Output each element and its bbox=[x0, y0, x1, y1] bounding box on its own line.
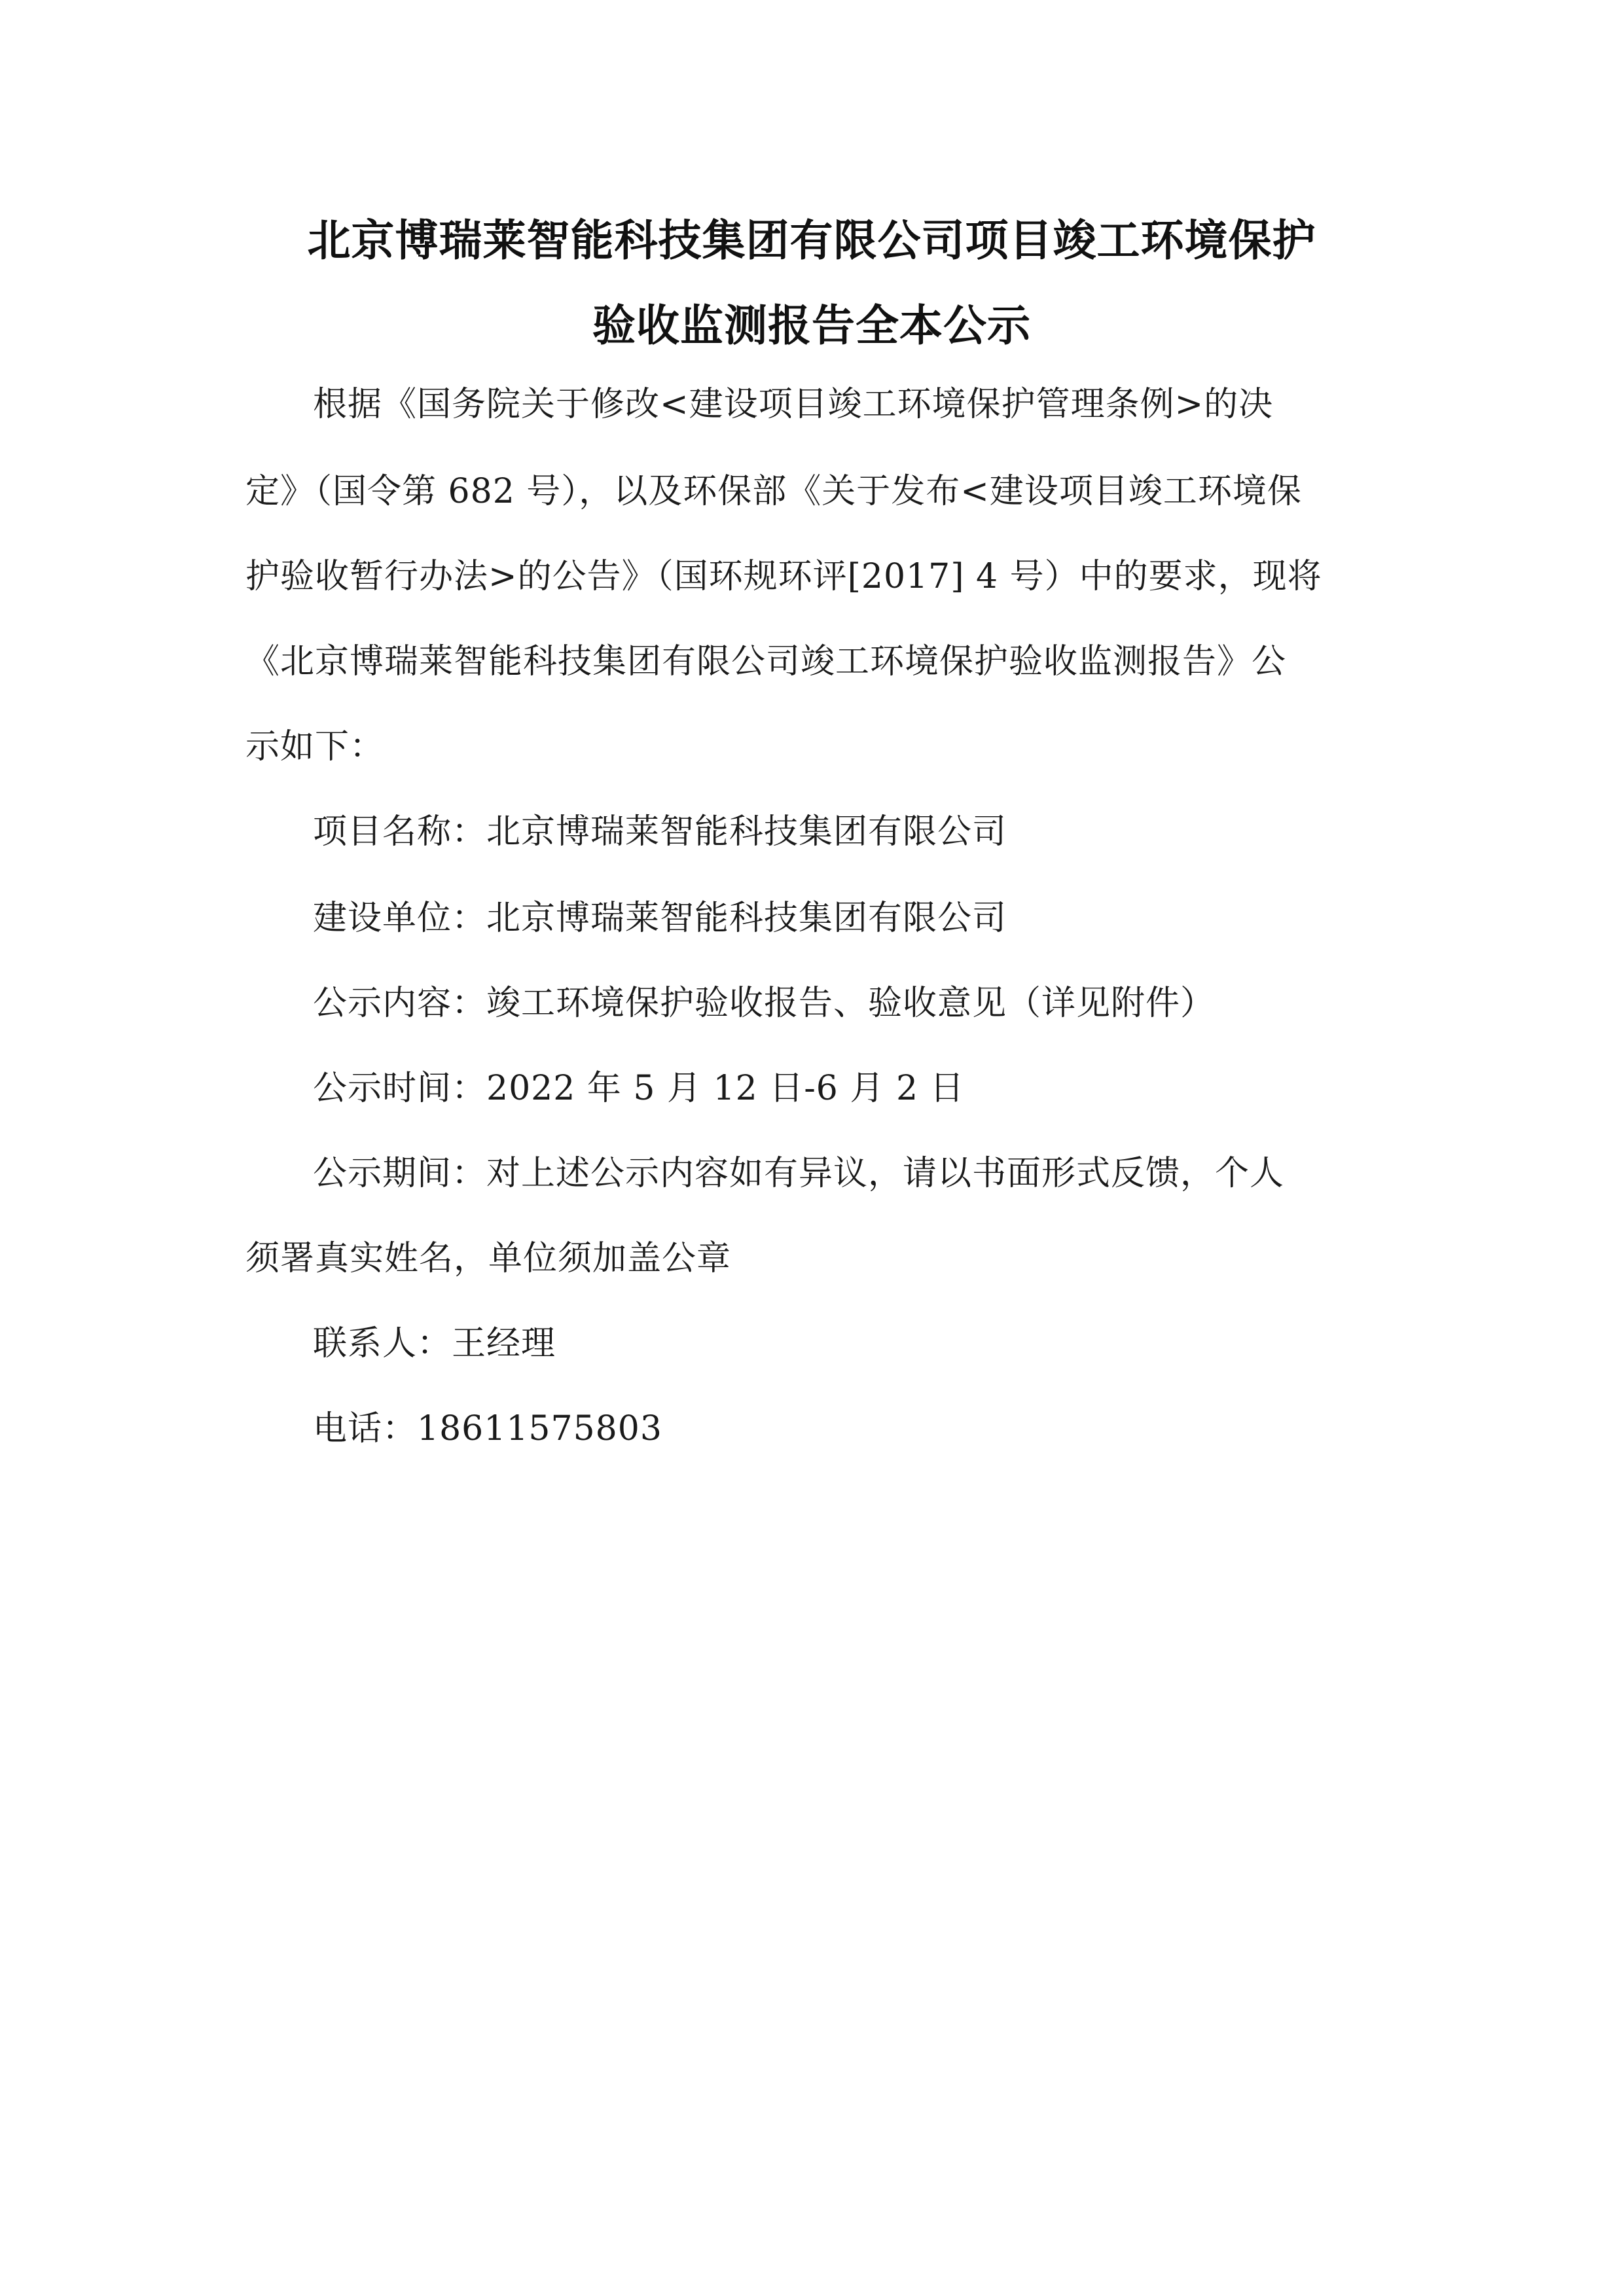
intro-line-2: 定》（国令第 682 号），以及环保部《关于发布<建设项目竣工环境保 bbox=[245, 472, 1302, 511]
construction-unit: 建设单位：北京博瑞莱智能科技集团有限公司 bbox=[313, 899, 1007, 938]
contact-phone: 电话：18611575803 bbox=[313, 1409, 662, 1448]
document-title-line-2: 验收监测报告全本公示 bbox=[592, 300, 1031, 351]
publicity-period-line-2: 须署真实姓名，单位须加盖公章 bbox=[245, 1239, 732, 1278]
intro-line-5: 示如下： bbox=[245, 727, 385, 766]
intro-line-4: 《北京博瑞莱智能科技集团有限公司竣工环境保护验收监测报告》公 bbox=[245, 642, 1287, 681]
project-name: 项目名称：北京博瑞莱智能科技集团有限公司 bbox=[313, 812, 1007, 852]
intro-line-3: 护验收暂行办法>的公告》（国环规环评[2017] 4 号）中的要求，现将 bbox=[245, 557, 1322, 596]
publicity-time: 公示时间：2022 年 5 月 12 日-6 月 2 日 bbox=[313, 1069, 965, 1108]
publicity-content: 公示内容：竣工环境保护验收报告、验收意见（详见附件） bbox=[313, 984, 1216, 1023]
intro-line-1: 根据《国务院关于修改<建设项目竣工环境保护管理条例>的决 bbox=[313, 385, 1274, 424]
contact-person: 联系人：王经理 bbox=[313, 1324, 556, 1363]
document-title-line-1: 北京博瑞莱智能科技集团有限公司项目竣工环境保护 bbox=[307, 215, 1316, 266]
publicity-period-line-1: 公示期间：对上述公示内容如有异议，请以书面形式反馈，个人 bbox=[313, 1154, 1285, 1193]
